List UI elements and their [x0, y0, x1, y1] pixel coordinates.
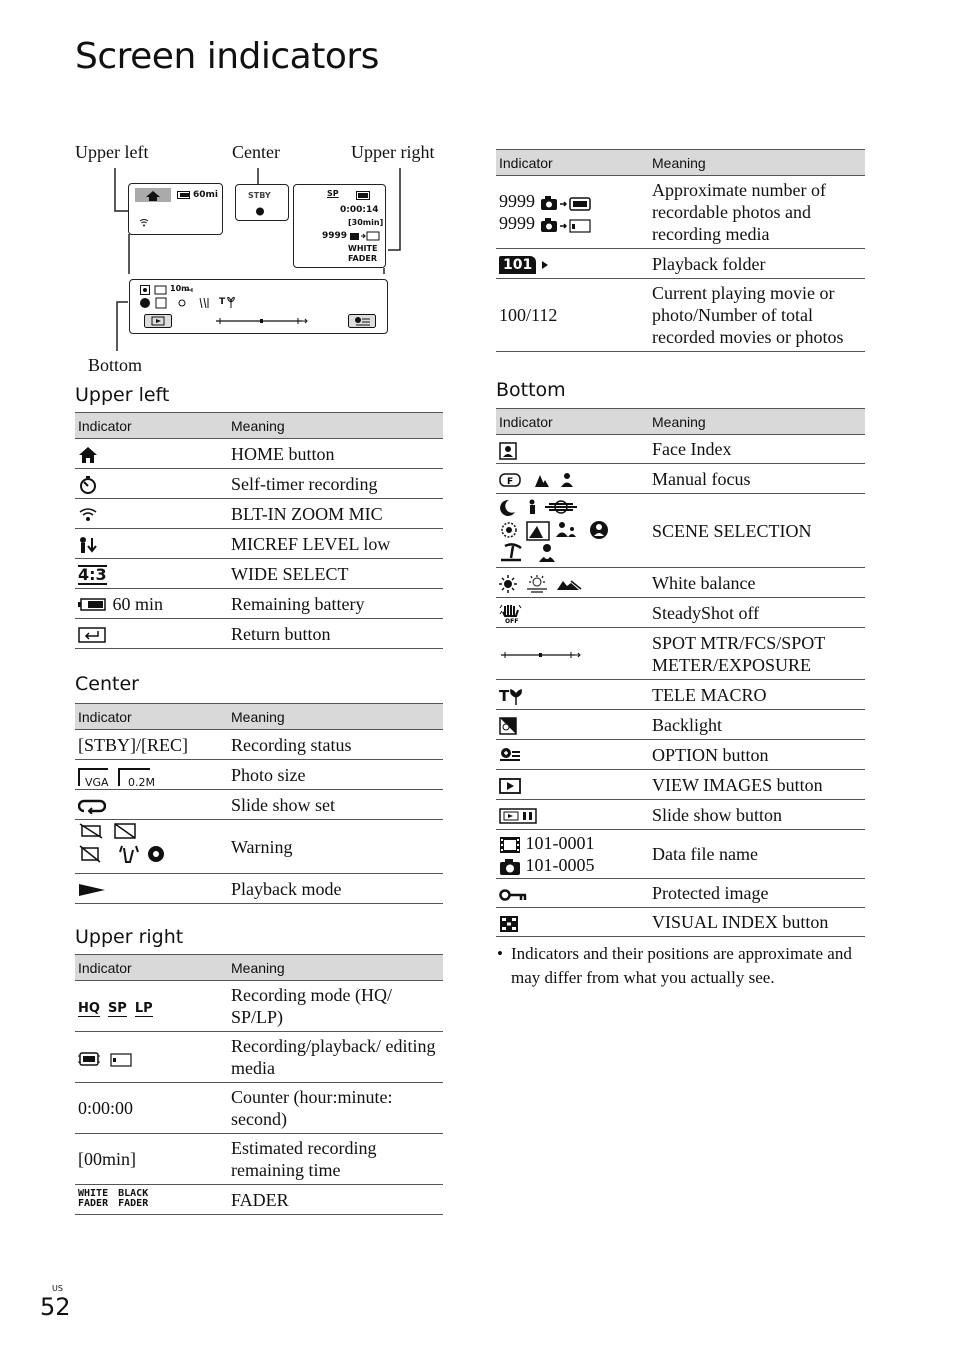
table-row: [496, 435, 865, 464]
header-indicator: Indicator: [75, 704, 228, 730]
meaning: VISUAL INDEX button: [649, 908, 865, 937]
file-name: 101-0005: [525, 855, 595, 875]
indicator: 100/112: [496, 279, 649, 352]
meaning: Remaining battery: [228, 589, 443, 619]
tele-macro-icon: [499, 684, 523, 707]
upper-right-cont-table: [496, 149, 865, 352]
wide-select-icon: 4:3: [78, 564, 107, 584]
meaning: MICREF LEVEL low: [228, 529, 443, 559]
view-images-icon[interactable]: [144, 314, 172, 328]
meaning: White balance: [649, 568, 865, 598]
diagram-10m: 10m: [170, 284, 190, 293]
header-meaning: Meaning: [228, 704, 443, 730]
diagram-fader: FADER: [348, 254, 378, 263]
spot-meter-icon[interactable]: [214, 316, 310, 326]
meaning: Recording mode (HQ/ SP/LP): [228, 981, 443, 1032]
zoom-mic-icon: [78, 507, 98, 523]
tele-label: T: [499, 686, 510, 705]
upper-left-title: Upper left: [75, 384, 170, 406]
diagram-upper-left-box: [128, 183, 223, 235]
table-row: [496, 830, 865, 879]
table-row: [496, 879, 865, 908]
meaning: Slide show set: [228, 790, 443, 820]
steadyshot-off-icon: [499, 604, 523, 624]
table-row: [75, 1134, 443, 1185]
slide-show-set-icon: [253, 207, 267, 216]
photo-size-icon: [78, 766, 168, 789]
table-row: [496, 740, 865, 770]
diagram-counter: 0:00:14: [340, 205, 379, 215]
label-bottom: Bottom: [88, 355, 143, 375]
table-row: [75, 820, 443, 874]
table-row: [496, 628, 865, 680]
battery-icon: [177, 191, 191, 199]
black-fader-icon: [118, 1189, 148, 1209]
indicator: [STBY]/[REC]: [75, 730, 228, 760]
note-text: Indicators and their positions are approximate and may differ from what you actually see.: [511, 944, 852, 987]
photo-card-icon: [540, 217, 592, 233]
file-name: 101-0001: [525, 833, 595, 853]
table-row: [75, 1083, 443, 1134]
indicator: [00min]: [75, 1134, 228, 1185]
meaning: Self-timer recording: [228, 469, 443, 499]
diagram-bottom-box: [129, 279, 388, 334]
table-row: [496, 800, 865, 830]
meaning: OPTION button: [649, 740, 865, 770]
header-indicator: Indicator: [75, 413, 228, 439]
meaning: Current playing movie or photo/Number of total recorded movies or photos: [649, 279, 865, 352]
slide-show-icon: [499, 808, 537, 824]
meaning: BLT-IN ZOOM MIC: [228, 499, 443, 529]
header-meaning: Meaning: [228, 955, 443, 981]
photo-media-icon: [350, 231, 380, 241]
protect-icon: [499, 888, 527, 902]
meaning: Slide show button: [649, 800, 865, 830]
media-icon: [78, 1051, 134, 1067]
meaning: Estimated recording remaining time: [228, 1134, 443, 1185]
meaning: Face Index: [649, 435, 865, 464]
table-row: [496, 464, 865, 494]
visual-index-icon: [499, 915, 519, 933]
table-row: [496, 279, 865, 352]
table-row: [496, 710, 865, 740]
home-icon: [78, 446, 98, 464]
sp-icon: SP: [107, 1001, 127, 1016]
diagram-center-box: [235, 184, 289, 221]
table-row: [75, 439, 443, 469]
table-row: [75, 589, 443, 619]
manual-focus-icon: [499, 471, 579, 489]
meaning: Data file name: [649, 830, 865, 879]
meaning: Backlight: [649, 710, 865, 740]
upper-right-table: [75, 954, 443, 1215]
fader-label: FADER: [118, 1197, 149, 1209]
meaning: WIDE SELECT: [228, 559, 443, 589]
photo-memory-icon: [540, 195, 592, 211]
micref-icon: [78, 536, 98, 554]
upper-left-table: [75, 412, 443, 649]
battery-icon: [78, 598, 108, 612]
page-region: US: [52, 1284, 63, 1293]
meaning: TELE MACRO: [649, 680, 865, 710]
table-row: [75, 981, 443, 1032]
diagram-upper-right-box: [293, 184, 386, 268]
scene-selection-icon: [499, 498, 619, 564]
note: [497, 942, 857, 990]
meaning: Warning: [228, 820, 443, 874]
bullet: •: [497, 944, 503, 963]
meaning: Return button: [228, 619, 443, 649]
playback-mode-icon: [78, 883, 106, 897]
warning-icon: [78, 822, 168, 871]
photo-count: 9999: [499, 191, 535, 211]
table-row: [75, 619, 443, 649]
table-row: [75, 1032, 443, 1083]
table-row: [75, 730, 443, 760]
face-index-icon: [499, 442, 517, 460]
meaning: SteadyShot off: [649, 598, 865, 628]
option-icon: [499, 747, 521, 765]
white-fader-icon: [78, 1189, 108, 1209]
meaning: Playback mode: [228, 874, 443, 904]
meaning: Protected image: [649, 879, 865, 908]
table-row: [496, 568, 865, 598]
table-row: [75, 1185, 443, 1215]
diagram-white: WHITE: [348, 244, 378, 253]
page-title: Screen indicators: [75, 36, 379, 77]
meaning: Photo size: [228, 760, 443, 790]
battery-text: 60 min: [112, 593, 164, 614]
table-row: [496, 908, 865, 937]
black-label: BLACK: [118, 1187, 149, 1199]
white-label: WHITE: [78, 1187, 109, 1199]
meaning: Approximate number of recordable photos and recording media: [649, 176, 865, 249]
scene-selection-icon: [140, 297, 215, 309]
header-indicator: Indicator: [496, 150, 649, 176]
meaning: SCENE SELECTION: [649, 494, 865, 568]
zoom-mic-icon: [139, 218, 149, 227]
meaning: HOME button: [228, 439, 443, 469]
diagram-sp: SP: [327, 189, 339, 198]
label-center: Center: [232, 142, 280, 162]
lp-icon: LP: [134, 1001, 153, 1016]
label-upper-left: Upper left: [75, 142, 149, 162]
table-row: [75, 790, 443, 820]
svg-text:F: F: [507, 477, 514, 488]
bottom-table: [496, 408, 865, 937]
photo-count: 9999: [499, 213, 535, 233]
meaning: Recording/playback/ editing media: [228, 1032, 443, 1083]
meaning: Recording status: [228, 730, 443, 760]
movie-file-icon: [499, 836, 521, 854]
meaning: Counter (hour:minute: second): [228, 1083, 443, 1134]
table-row: [75, 874, 443, 904]
table-row: [496, 176, 865, 249]
upper-right-title: Upper right: [75, 926, 184, 948]
header-meaning: Meaning: [649, 150, 865, 176]
media-icon: [356, 191, 370, 200]
header-meaning: Meaning: [228, 413, 443, 439]
label-upper-right: Upper right: [351, 142, 435, 162]
m02-label: 0.2M: [128, 775, 155, 789]
diagram-stby: STBY: [248, 191, 271, 200]
table-row: [75, 469, 443, 499]
diagram-photos: 9999: [322, 231, 348, 241]
diagram-tele: T: [219, 297, 226, 307]
playback-folder-icon: 101: [499, 256, 536, 274]
meaning: VIEW IMAGES button: [649, 770, 865, 800]
diagram-battery-text: 60mi: [193, 190, 218, 200]
view-images-icon: [499, 778, 521, 794]
table-row: [75, 529, 443, 559]
center-table: [75, 703, 443, 904]
header-indicator: Indicator: [75, 955, 228, 981]
indicator: 0:00:00: [75, 1083, 228, 1134]
fader-label: FADER: [78, 1197, 109, 1209]
table-row: [75, 559, 443, 589]
meaning: FADER: [228, 1185, 443, 1215]
option-icon[interactable]: [348, 314, 376, 328]
return-icon: [78, 627, 106, 643]
self-timer-icon: [78, 476, 98, 494]
center-title: Center: [75, 673, 139, 695]
table-row: [496, 249, 865, 279]
meaning: Playback folder: [649, 249, 865, 279]
backlight-icon: [499, 717, 517, 735]
header-indicator: Indicator: [496, 409, 649, 435]
table-row: [496, 598, 865, 628]
table-row: [496, 680, 865, 710]
table-row: [496, 770, 865, 800]
white-balance-icon: [499, 575, 585, 593]
bottom-title: Bottom: [496, 379, 566, 401]
vga-label: VGA: [85, 775, 109, 789]
spot-meter-icon: [499, 650, 583, 660]
home-icon: [135, 188, 171, 202]
tele-macro-icon: [226, 297, 236, 308]
meaning: Manual focus: [649, 464, 865, 494]
play-arrow-icon: [541, 260, 549, 270]
slide-show-set-icon: [78, 798, 106, 814]
page-number: 52: [40, 1293, 71, 1321]
hq-icon: HQ: [78, 1001, 100, 1016]
diagram-remaining: [30min]: [348, 218, 384, 227]
header-meaning: Meaning: [649, 409, 865, 435]
table-row: [75, 760, 443, 790]
svg-text:OFF: OFF: [505, 617, 519, 624]
meaning: SPOT MTR/FCS/SPOT METER/EXPOSURE: [649, 628, 865, 680]
table-row: [496, 494, 865, 568]
photo-file-icon: [499, 858, 521, 876]
table-row: [75, 499, 443, 529]
